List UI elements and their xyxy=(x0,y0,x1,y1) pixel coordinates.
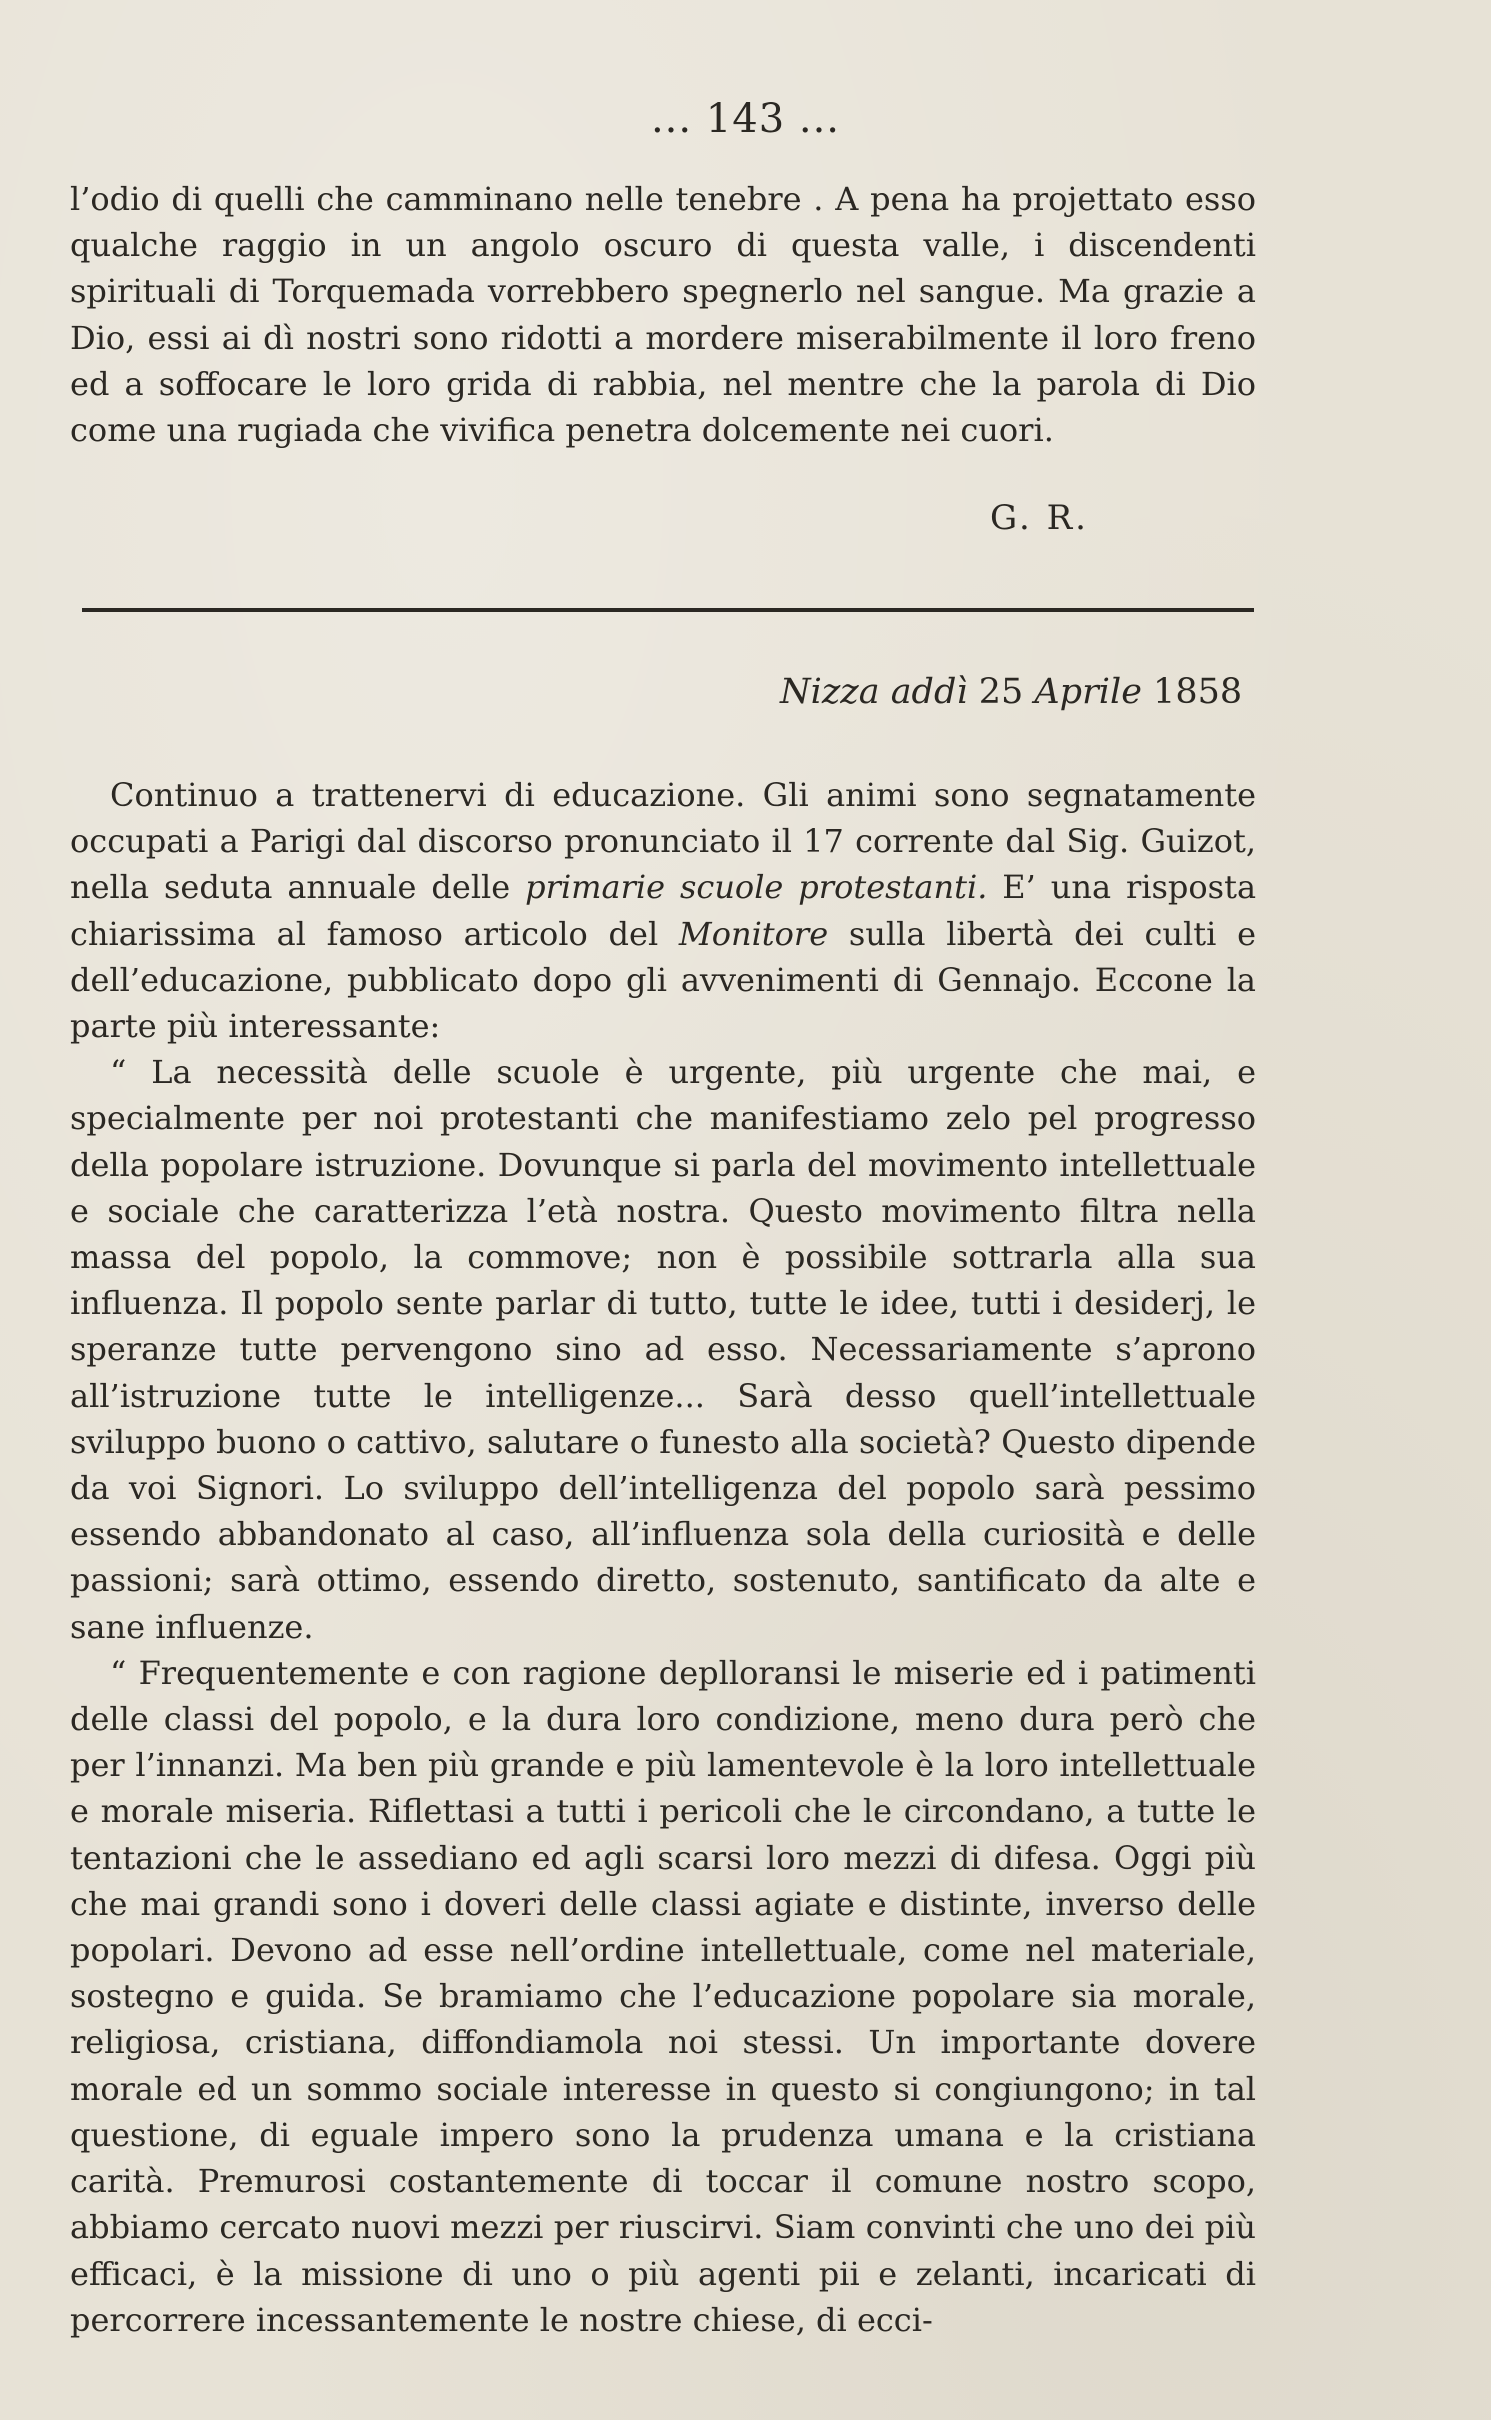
intro-text-3: sulla libertà dei culti e dell’educazione, pubblicato dopo gli avvenimenti di Gennajo. Eccone la parte più interessante: xyxy=(70,914,1257,1046)
intro-italic-2: Monitore xyxy=(678,914,829,953)
intro-text-2: E’ una risposta chiarissima al famoso articolo del xyxy=(70,868,1257,953)
previous-article-text xyxy=(70,176,1256,453)
dateline-day: 25 xyxy=(978,672,1024,712)
letter-body xyxy=(70,772,1256,2343)
dateline-month: Aprile xyxy=(1034,672,1142,712)
quote-paragraph-1: “ La necessità delle scuole è urgente, più urgente che mai, e specialmente per noi protestanti che manifestiamo zelo pel progresso della popolare istruzione. Dovunque si parla del movimento intellettuale e sociale che caratterizza l’età nostra. Questo movimento filtra nella massa del popolo, la commove; non è possibile sottrarla alla sua influenza. Il popolo sente parlar di tutto, tutte le idee, tutti i desiderj, le speranze tutte pervengono sino ad esso. Necessariamente s’aprono all’istruzione tutte le intelligenze... Sarà desso quell’intellettuale sviluppo buono o cattivo, salutare o funesto alla società? Questo dipende da voi Signori. Lo sviluppo dell’intelligenza del popolo sarà pessimo essendo abbandonato al caso, all’influenza sola della curiosità e delle passioni; sarà ottimo, essendo diretto, sostenuto, santificato da alte e sane influenze. xyxy=(70,1053,1256,1646)
letter-dateline xyxy=(780,672,1242,712)
dateline-place: Nizza addì xyxy=(780,672,968,712)
author-signature: G. R. xyxy=(990,498,1089,538)
dateline-year: 1858 xyxy=(1153,672,1243,712)
intro-italic-1: primarie scuole protestanti. xyxy=(525,868,988,907)
intro-paragraph xyxy=(70,772,1256,1049)
intro-text-1: Continuo a trattenervi di educazione. Gli animi sono segnatamente occupati a Parigi dal discorso pronunciato il 17 corrente dal Sig. Guizot, nella seduta annuale delle xyxy=(70,776,1256,907)
closing-paragraph: l’odio di quelli che camminano nelle tenebre . A pena ha projettato esso qualche raggio in un angolo oscuro di questa valle, i discendenti spirituali di Torquemada vorrebbero spegnerlo nel sangue. Ma grazie a Dio, essi ai dì nostri sono ridotti a mordere miserabilmente il loro freno ed a soffocare le loro grida di rabbia, nel mentre che la parola di Dio come una rugiada che vivifica penetra dolcemente nei cuori. xyxy=(70,180,1256,450)
quote-paragraph-2: “ Frequentemente e con ragione deplloransi le miserie ed i patimenti delle classi del popolo, e la dura loro condizione, meno dura però che per l’innanzi. Ma ben più grande e più lamentevole è la loro intellettuale e morale miseria. Riflettasi a tutti i pericoli che le circondano, a tutte le tentazioni che le assediano ed agli scarsi loro mezzi di difesa. Oggi più che mai grandi sono i doveri delle classi agiate e distinte, inverso delle popolari. Devono ad esse nell’ordine intellettuale, come nel materiale, sostegno e guida. Se bramiamo che l’educazione popolare sia morale, religiosa, cristiana, diffondiamola noi stessi. Un importante dovere morale ed un sommo sociale interesse in questo si congiungono; in tal questione, di eguale impero sono la prudenza umana e la cristiana carità. Premurosi costantemente di toccar il comune nostro scopo, abbiamo cercato nuovi mezzi per riuscirvi. Siam convinti che uno dei più efficaci, è la missione di uno o più agenti pii e zelanti, incaricati di percorrere incessantemente le nostre chiese, di ecci- xyxy=(70,1653,1256,2339)
section-divider xyxy=(82,608,1254,612)
page-number: ... 143 ... xyxy=(650,96,841,142)
